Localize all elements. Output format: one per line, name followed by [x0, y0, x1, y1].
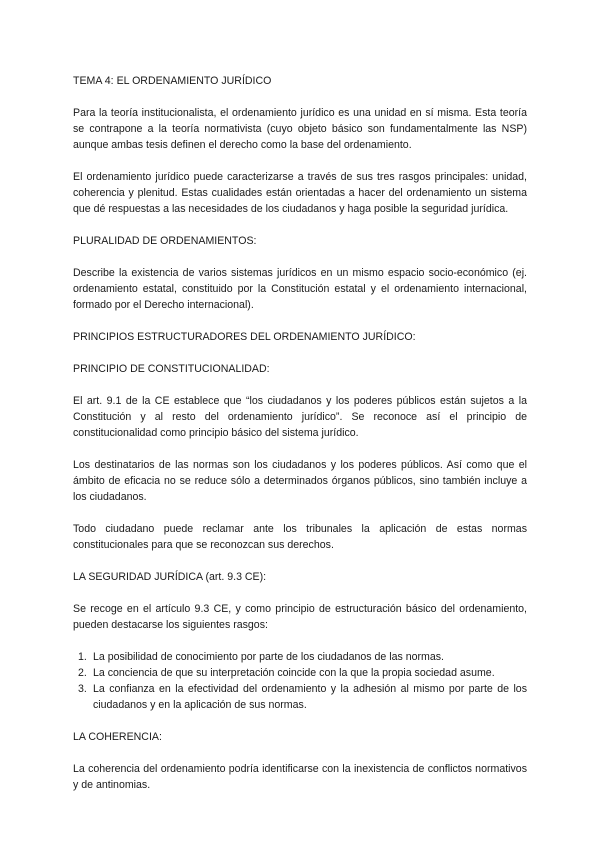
- constitucionalidad-paragraph-1: El art. 9.1 de la CE establece que “los ciudadanos y los poderes públicos están sujetos a la Constitución y al resto del ordenamiento jurídico”. Se reconoce así el principio de constitucionalidad como principio básico del sistema jurídico.: [73, 395, 527, 439]
- constitucionalidad-paragraph-2: Los destinatarios de las normas son los ciudadanos y los poderes públicos. Así como que el ámbito de eficacia no se reduce sólo a determinados órganos públicos, sino también incluye a los ciudadanos.: [73, 459, 527, 503]
- principios-heading: PRINCIPIOS ESTRUCTURADORES DEL ORDENAMIENTO JURÍDICO:: [73, 331, 416, 343]
- intro-paragraph-2: El ordenamiento jurídico puede caracterizarse a través de sus tres rasgos principales: unidad, coherencia y plenitud. Estas cualidades están orientadas a hacer del ordenamiento un sistema que dé respuestas a las necesidades de los ciudadanos y haga posible la seguridad jurídica.: [73, 171, 527, 215]
- pluralidad-heading: PLURALIDAD DE ORDENAMIENTOS:: [73, 235, 257, 247]
- seguridad-paragraph: Se recoge en el artículo 9.3 CE, y como principio de estructuración básico del ordenamiento, pueden destacarse los siguientes rasgos:: [73, 603, 527, 631]
- seguridad-list: [73, 649, 527, 713]
- document-title: TEMA 4: EL ORDENAMIENTO JURÍDICO: [73, 75, 272, 87]
- list-item-text: La posibilidad de conocimiento por parte de los ciudadanos de las normas.: [93, 651, 444, 663]
- constitucionalidad-paragraph-3: Todo ciudadano puede reclamar ante los tribunales la aplicación de estas normas constitucionales para que se reconozcan sus derechos.: [73, 523, 527, 551]
- document-page: [73, 73, 527, 793]
- list-item: [73, 649, 527, 665]
- pluralidad-paragraph: Describe la existencia de varios sistemas jurídicos en un mismo espacio socio-económico (ej. ordenamiento estatal, constituido por la Constitución estatal y el ordenamiento internacional, formado por el Derecho internacional).: [73, 267, 527, 311]
- coherencia-heading: LA COHERENCIA:: [73, 731, 162, 743]
- coherencia-paragraph: La coherencia del ordenamiento podría identificarse con la inexistencia de conflictos normativos y de antinomias.: [73, 763, 527, 791]
- intro-paragraph-1: Para la teoría institucionalista, el ordenamiento jurídico es una unidad en sí misma. Esta teoría se contrapone a la teoría normativista (cuyo objeto básico son fundamentalmente las NSP) aunque ambas tesis definen el derecho como la base del ordenamiento.: [73, 107, 527, 151]
- constitucionalidad-heading: PRINCIPIO DE CONSTITUCIONALIDAD:: [73, 363, 270, 375]
- list-item-text: La confianza en la efectividad del ordenamiento y la adhesión al mismo por parte de los ciudadanos y en la aplicación de sus normas.: [93, 683, 527, 711]
- list-item-number: 2.: [78, 667, 87, 679]
- list-item-number: 1.: [78, 651, 87, 663]
- list-item-text: La conciencia de que su interpretación coincide con la que la propia sociedad asume.: [93, 667, 495, 679]
- list-item: [73, 665, 527, 681]
- list-item: [73, 681, 527, 713]
- list-item-number: 3.: [78, 683, 87, 695]
- seguridad-heading: LA SEGURIDAD JURÍDICA (art. 9.3 CE):: [73, 571, 267, 583]
